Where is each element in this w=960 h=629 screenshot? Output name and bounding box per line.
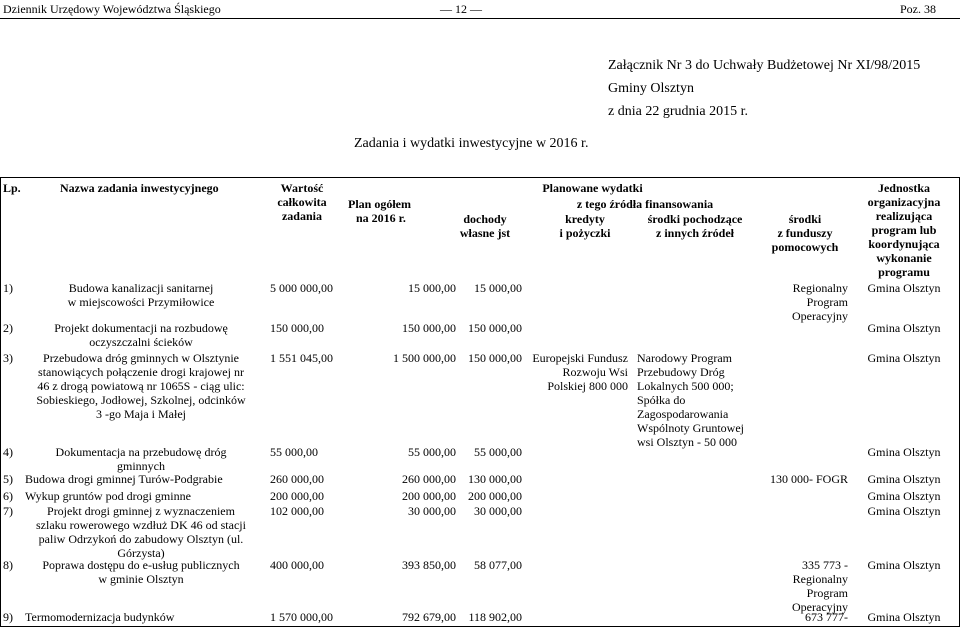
task-name: 46 z drogą powiatową nr 1065S - ciąg ulic: [37, 379, 245, 393]
aid-funds-value: Regionalny [792, 281, 848, 295]
col-lp-header: Lp. [3, 181, 21, 195]
row-number: 6) [3, 489, 13, 503]
attachment-line-2: Gminy Olsztyn [608, 81, 694, 96]
document-title: Zadania i wydatki inwestycyjne w 2016 r. [354, 136, 589, 151]
plan-2016: 15 000,00 [408, 281, 456, 295]
page-number: — 12 — [440, 2, 482, 16]
task-name: 3 -go Maja i Małej [96, 407, 186, 421]
task-name: stanowiących połączenie drogi krajowej nr [38, 365, 244, 379]
col-plan-header-2: na 2016 r. [356, 211, 406, 225]
position-number: Poz. 38 [900, 2, 936, 16]
other-sources-value: wsi Olsztyn - 50 000 [637, 435, 737, 449]
col-value-header-2: całkowita [277, 195, 327, 209]
row-number: 4) [3, 445, 13, 459]
organizational-unit: Gmina Olsztyn [867, 445, 941, 459]
own-income: 150 000,00 [468, 351, 522, 365]
own-income: 150 000,00 [468, 321, 522, 335]
col-unit-header-6: wykonanie [876, 251, 932, 265]
aid-funds-value: 673 777- [805, 610, 848, 624]
col-unit-header-1: Jednostka [877, 181, 930, 195]
row-number: 1) [3, 281, 13, 295]
col-unit-header-2: organizacyjna [867, 195, 941, 209]
col-credits-header-1: kredyty [565, 212, 605, 226]
col-unit-header-4: program lub [871, 223, 937, 237]
organizational-unit: Gmina Olsztyn [867, 610, 941, 624]
row-number: 2) [3, 321, 13, 335]
task-name: Sobieskiego, Jodłowej, Szkolnej, odcinków [36, 393, 246, 407]
plan-2016: 55 000,00 [408, 445, 456, 459]
aid-funds-value: Regionalny [792, 572, 848, 586]
col-own-header-2: własne jst [459, 226, 511, 240]
task-name: Budowa drogi gminnej Turów-Podgrabie [25, 472, 223, 486]
aid-funds-value: 335 773 - [802, 558, 848, 572]
total-value: 200 000,00 [270, 489, 324, 503]
other-sources-value: Zagospodarowania [637, 407, 729, 421]
task-name: Poprawa dostępu do e-usług publicznych [42, 558, 240, 572]
total-value: 102 000,00 [270, 504, 324, 518]
task-name: Projekt drogi gminnej z wyznaczeniem [47, 504, 235, 518]
sources-header: z tego źródła finansowania [576, 197, 714, 211]
other-sources-value: Narodowy Program [637, 351, 732, 365]
total-value: 1 551 045,00 [270, 351, 333, 365]
header-rule [0, 18, 960, 19]
task-name: Projekt dokumentacji na rozbudowę [54, 321, 228, 335]
aid-funds-value: Operacyjny [792, 309, 848, 323]
task-name: szlaku rowerowego wzdłuż DK 46 od stacji [36, 518, 246, 532]
own-income: 15 000,00 [474, 281, 522, 295]
total-value: 260 000,00 [270, 472, 324, 486]
col-other-header-2: z innych źródeł [656, 226, 734, 240]
credits-value: Europejski Fundusz [532, 351, 628, 365]
task-name: oczyszczalni ścieków [89, 335, 193, 349]
col-funds-header-3: pomocowych [771, 240, 839, 254]
own-income: 200 000,00 [468, 489, 522, 503]
journal-name: Dziennik Urzędowy Województwa Śląskiego [3, 2, 221, 16]
other-sources-value: Lokalnych 500 000; [637, 379, 734, 393]
organizational-unit: Gmina Olsztyn [867, 489, 941, 503]
plan-2016: 200 000,00 [402, 489, 456, 503]
total-value: 55 000,00 [270, 445, 318, 459]
aid-funds-value: Operacyjny [792, 600, 848, 614]
total-value: 400 000,00 [270, 558, 324, 572]
attachment-line-3: z dnia 22 grudnia 2015 r. [608, 104, 748, 119]
plan-2016: 150 000,00 [402, 321, 456, 335]
other-sources-value: Przebudowy Dróg [637, 365, 725, 379]
plan-2016: 30 000,00 [408, 504, 456, 518]
col-funds-header-2: z funduszy [777, 226, 833, 240]
credits-value: Rozwoju Wsi [562, 365, 628, 379]
aid-funds-value: 130 000- FOGR [769, 472, 848, 486]
task-name: Dokumentacja na przebudowę dróg [55, 445, 227, 459]
own-income: 118 902,00 [468, 610, 522, 624]
plan-2016: 1 500 000,00 [393, 351, 456, 365]
col-other-header-1: środki pochodzące [647, 212, 743, 226]
plan-2016: 393 850,00 [402, 558, 456, 572]
own-income: 55 000,00 [474, 445, 522, 459]
col-value-header-1: Wartość [280, 181, 324, 195]
own-income: 130 000,00 [468, 472, 522, 486]
plan-2016: 792 679,00 [402, 610, 456, 624]
credits-value: Polskiej 800 000 [547, 379, 628, 393]
row-number: 8) [3, 558, 13, 572]
total-value: 5 000 000,00 [270, 281, 333, 295]
col-own-header-1: dochody [463, 212, 507, 226]
other-sources-value: Wspólnoty Gruntowej [637, 421, 744, 435]
own-income: 30 000,00 [474, 504, 522, 518]
other-sources-value: Spółka do [637, 393, 686, 407]
total-value: 150 000,00 [270, 321, 324, 335]
organizational-unit: Gmina Olsztyn [867, 281, 941, 295]
task-name: w miejscowości Przymiłowice [67, 295, 215, 309]
col-funds-header-1: środki [788, 212, 822, 226]
organizational-unit: Gmina Olsztyn [867, 351, 941, 365]
task-name: gminnych [117, 459, 165, 473]
task-name: paliw Odrzykoń do zabudowy Olsztyn (ul. [38, 532, 244, 546]
own-income: 58 077,00 [474, 558, 522, 572]
plan-2016: 260 000,00 [402, 472, 456, 486]
aid-funds-value: Program [806, 586, 848, 600]
task-name: w gminie Olsztyn [98, 572, 184, 586]
total-value: 1 570 000,00 [270, 610, 333, 624]
col-unit-header-7: programu [878, 265, 930, 279]
organizational-unit: Gmina Olsztyn [867, 472, 941, 486]
aid-funds-value: Program [806, 295, 848, 309]
task-name: Przebudowa dróg gminnych w Olsztynie [43, 351, 239, 365]
organizational-unit: Gmina Olsztyn [867, 321, 941, 335]
col-credits-header-2: i pożyczki [559, 226, 611, 240]
col-plan-header-1: Plan ogółem [348, 197, 411, 211]
row-number: 5) [3, 472, 13, 486]
row-number: 7) [3, 504, 13, 518]
planned-header: Planowane wydatki [542, 181, 643, 195]
col-unit-header-5: koordynująca [868, 237, 940, 251]
task-name: Wykup gruntów pod drogi gminne [25, 489, 191, 503]
col-name-header: Nazwa zadania inwestycyjnego [60, 181, 219, 195]
col-value-header-3: zadania [281, 209, 322, 223]
task-name: Termomodernizacja budynków [25, 610, 175, 624]
organizational-unit: Gmina Olsztyn [867, 504, 941, 518]
task-name: Budowa kanalizacji sanitarnej [68, 281, 214, 295]
col-unit-header-3: realizująca [875, 209, 933, 223]
attachment-line-1: Załącznik Nr 3 do Uchwały Budżetowej Nr XI/98/2015 [608, 58, 921, 73]
row-number: 3) [3, 351, 13, 365]
organizational-unit: Gmina Olsztyn [867, 558, 941, 572]
row-number: 9) [3, 610, 13, 624]
task-name: Górzysta) [117, 546, 165, 560]
